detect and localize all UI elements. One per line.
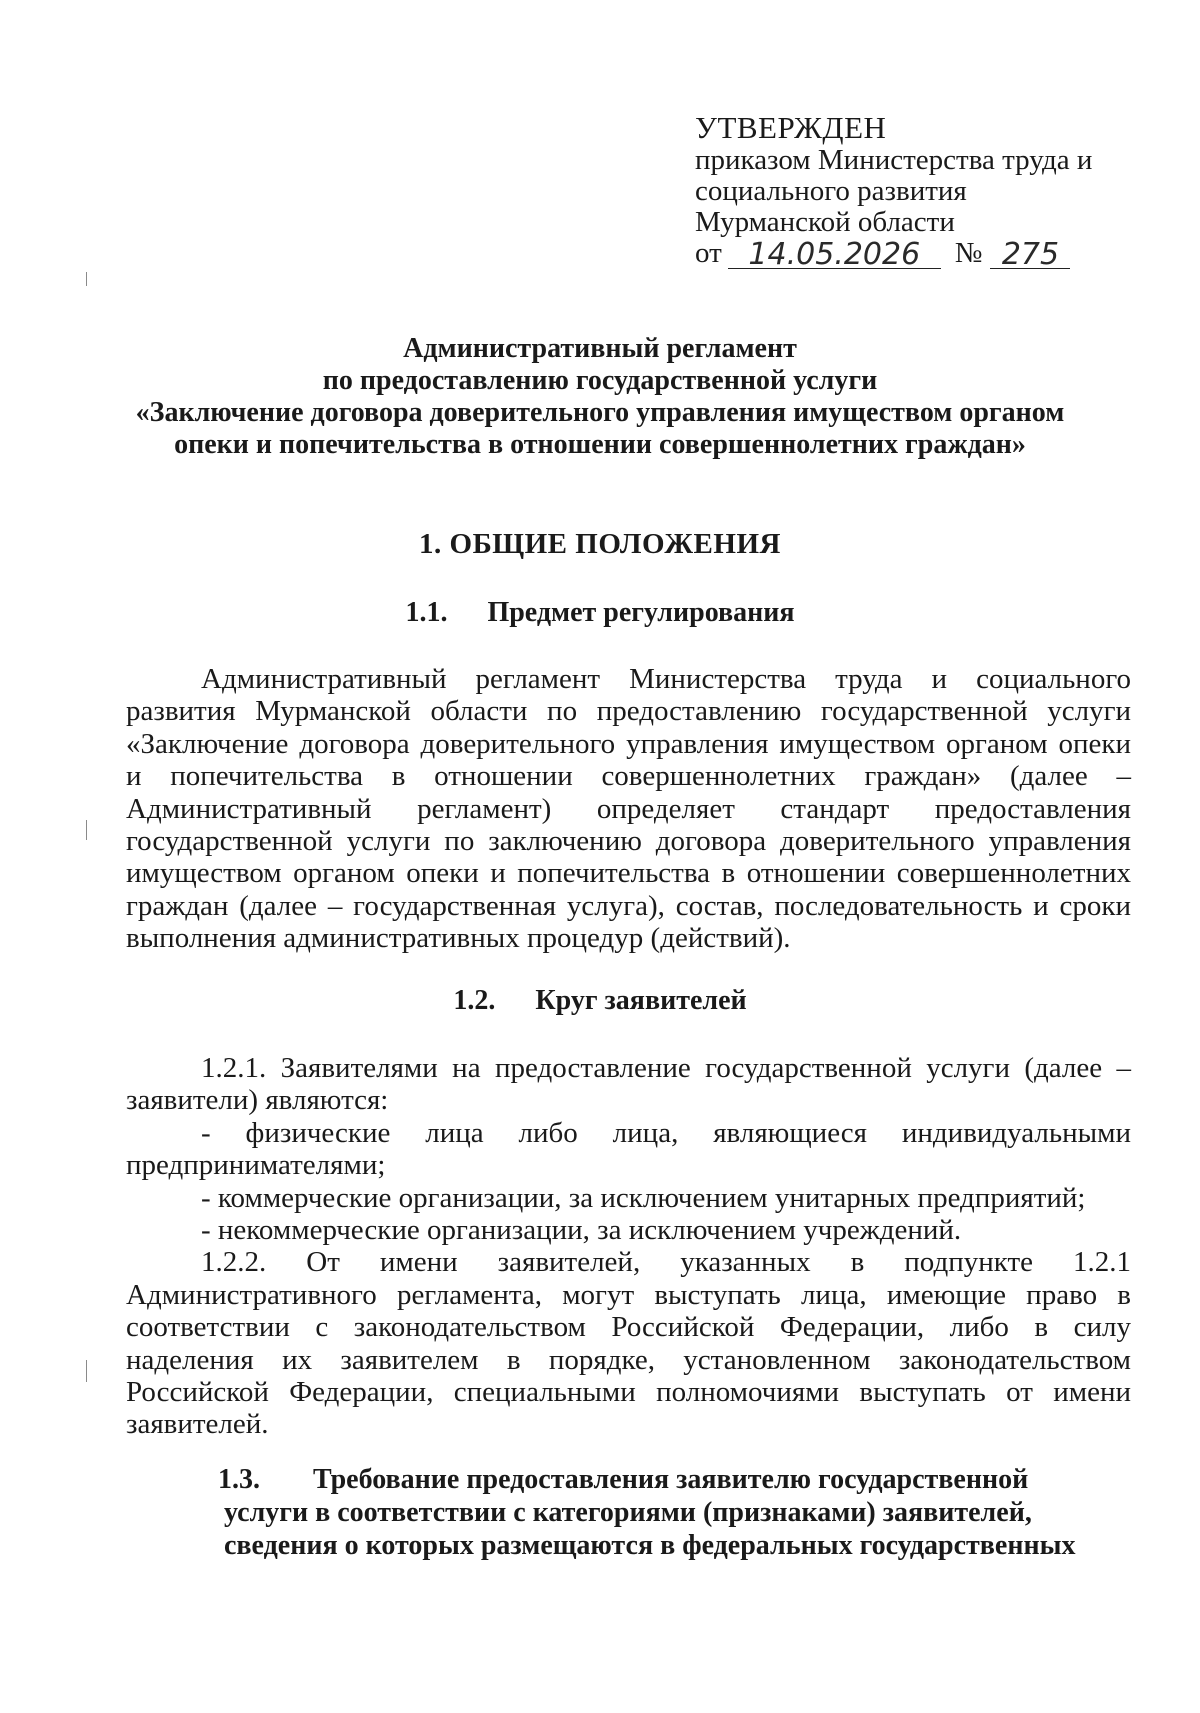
- paragraph: Административный регламент Министерства труда и социального развития Мурманской области по предоставлению государственной услуги «Заключение договора доверительного управления имуществом органом опеки и попечительства в отношении совершеннолетних граждан» (далее – Административный регламент) определяет стандарт предоставления государственной услуги по заключению договора доверительного управления имуществом органом опеки и попечительства в отношении совершеннолетних граждан (далее – государственная услуга), состав, последовательность и сроки выполнения административных процедур (действий).: [126, 663, 1131, 955]
- subsection-label: Предмет регулирования: [487, 597, 795, 628]
- subsection-number: 1.3.: [218, 1464, 260, 1495]
- handwritten-date: 14.05.2026: [728, 242, 941, 269]
- list-item: - физические лица либо лица, являющиеся индивидуальными предпринимателями;: [126, 1116, 1131, 1182]
- scan-margin-mark: [86, 272, 87, 286]
- title-line: «Заключение договора доверительного управления имуществом органом: [135, 397, 1065, 428]
- subsection-line: сведения о которых размещаются в федеральных государственных: [224, 1530, 1076, 1561]
- subsection-number: 1.2.: [453, 985, 496, 1016]
- approval-line: Мурманской области: [695, 206, 955, 238]
- number-prefix: №: [954, 237, 983, 269]
- subsection-1-1-body: [126, 663, 1131, 955]
- scan-margin-mark: [86, 820, 87, 840]
- approval-date-number: [695, 237, 1135, 272]
- paragraph: 1.2.1. Заявителями на предоставление государственной услуги (далее – заявители) являются:: [126, 1052, 1131, 1117]
- subsection-heading-1-2: [130, 985, 1070, 1017]
- list-item: - коммерческие организации, за исключением унитарных предприятий;: [201, 1181, 1086, 1214]
- subsection-heading-1-1: [130, 597, 1070, 629]
- document-title: [130, 333, 1070, 461]
- approval-line: приказом Министерства труда и: [695, 144, 1093, 176]
- subsection-label: Круг заявителей: [535, 985, 747, 1016]
- subsection-heading-1-3: [170, 1463, 1130, 1562]
- approval-line: социального развития: [695, 175, 967, 207]
- approval-block: [695, 110, 1135, 272]
- scan-margin-mark: [86, 1360, 87, 1382]
- subsection-line: Требование предоставления заявителю государственной: [313, 1464, 1029, 1495]
- section-heading: 1. ОБЩИЕ ПОЛОЖЕНИЯ: [419, 528, 781, 560]
- date-prefix: от: [695, 237, 722, 269]
- paragraph: 1.2.2. От имени заявителей, указанных в подпункте 1.2.1 Административного регламента, могут выступать лица, имеющие право в соответствии с законодательством Российской Федерации, либо в силу наделения их заявителем в порядке, установленном законодательством Российской Федерации, специальными полномочиями выступать от имени заявителей.: [126, 1246, 1131, 1441]
- handwritten-number: 275: [990, 242, 1070, 269]
- title-line: Административный регламент: [403, 333, 797, 364]
- title-line: опеки и попечительства в отношении совершеннолетних граждан»: [174, 429, 1026, 460]
- subsection-1-2-body: [126, 1052, 1131, 1441]
- title-line: по предоставлению государственной услуги: [322, 365, 878, 396]
- list-item: - некоммерческие организации, за исключением учреждений.: [201, 1214, 962, 1247]
- approval-heading: УТВЕРЖДЕН: [695, 110, 887, 145]
- subsection-line: услуги в соответствии с категориями (признаками) заявителей,: [224, 1497, 1032, 1528]
- subsection-number: 1.1.: [405, 597, 448, 628]
